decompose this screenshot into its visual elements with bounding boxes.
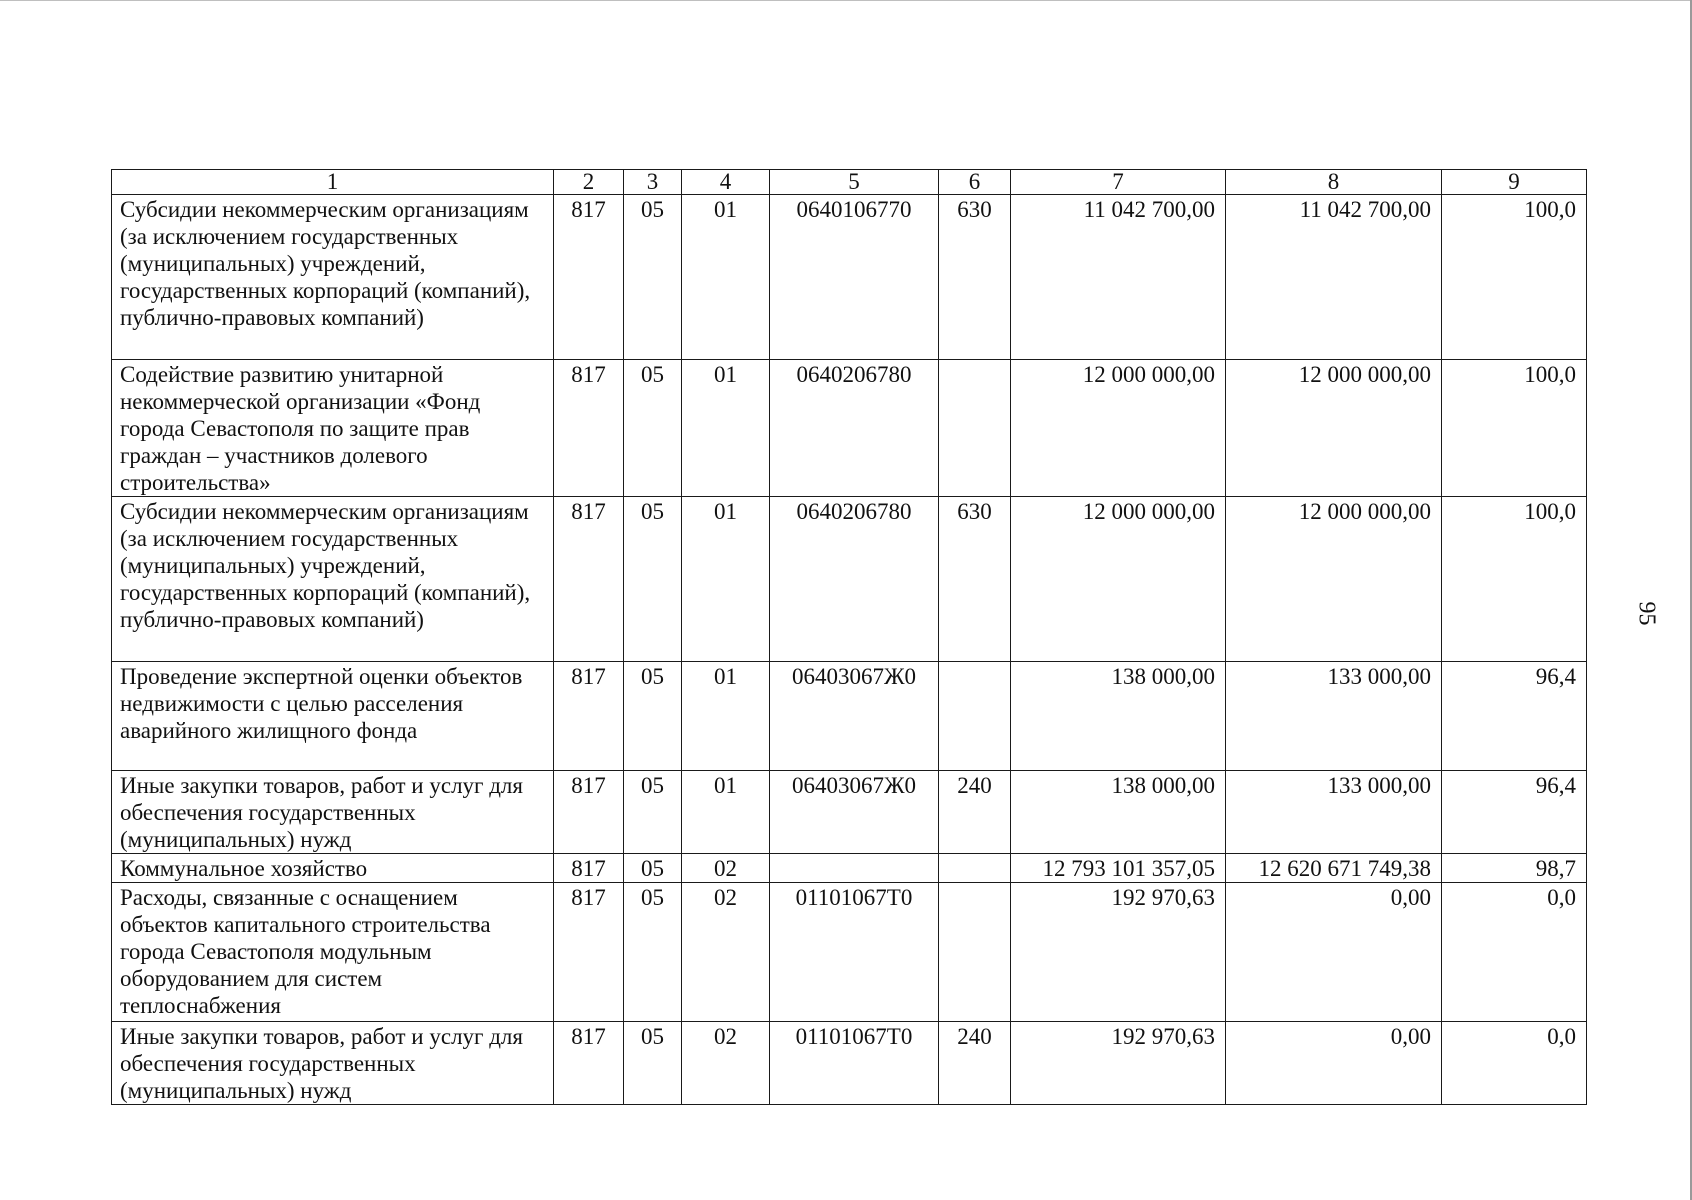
row-name: Проведение экспертной оценки объектов недвижимости с целью расселения аварийного жилищного фонда (112, 662, 554, 771)
row-name: Субсидии некоммерческим организациям (за исключением государственных (муниципальных) учреждений, государственных корпораций (компаний), публично-правовых компаний) (112, 195, 554, 360)
row-planned-amount: 11 042 700,00 (1011, 195, 1226, 360)
row-target-article: 01101067Т0 (770, 1022, 939, 1105)
table-row (112, 1022, 1587, 1105)
scan-edge-top (0, 0, 1692, 1)
row-planned-amount: 192 970,63 (1011, 883, 1226, 1022)
row-planned-amount: 138 000,00 (1011, 771, 1226, 854)
row-ministry-code: 817 (554, 883, 624, 1022)
row-target-article: 0640206780 (770, 497, 939, 662)
row-percent: 98,7 (1442, 854, 1587, 883)
row-ministry-code: 817 (554, 662, 624, 771)
table-row (112, 662, 1587, 771)
row-actual-amount: 133 000,00 (1226, 662, 1442, 771)
row-section-code: 05 (624, 883, 682, 1022)
row-subsection-code: 01 (682, 360, 770, 497)
row-ministry-code: 817 (554, 360, 624, 497)
row-section-code: 05 (624, 497, 682, 662)
row-planned-amount: 12 000 000,00 (1011, 497, 1226, 662)
row-percent: 100,0 (1442, 497, 1587, 662)
table-row (112, 195, 1587, 360)
row-name: Содействие развитию унитарной некоммерческой организации «Фонд города Севастополя по защите прав граждан – участников долевого строительства» (112, 360, 554, 497)
row-actual-amount: 11 042 700,00 (1226, 195, 1442, 360)
row-name: Иные закупки товаров, работ и услуг для обеспечения государственных (муниципальных) нужд (112, 1022, 554, 1105)
row-actual-amount: 133 000,00 (1226, 771, 1442, 854)
row-planned-amount: 12 000 000,00 (1011, 360, 1226, 497)
row-expense-type (939, 662, 1011, 771)
budget-table (111, 169, 1587, 1105)
row-name: Субсидии некоммерческим организациям (за исключением государственных (муниципальных) учреждений, государственных корпораций (компаний), публично-правовых компаний) (112, 497, 554, 662)
row-section-code: 05 (624, 771, 682, 854)
row-target-article: 0640106770 (770, 195, 939, 360)
row-planned-amount: 12 793 101 357,05 (1011, 854, 1226, 883)
table-row (112, 883, 1587, 1022)
row-target-article: 06403067Ж0 (770, 662, 939, 771)
header-cell: 5 (770, 170, 939, 195)
header-cell: 1 (112, 170, 554, 195)
table-row (112, 771, 1587, 854)
row-expense-type (939, 883, 1011, 1022)
row-percent: 100,0 (1442, 195, 1587, 360)
table-row (112, 360, 1587, 497)
header-row (112, 170, 1587, 195)
row-subsection-code: 01 (682, 771, 770, 854)
row-ministry-code: 817 (554, 771, 624, 854)
row-expense-type: 240 (939, 1022, 1011, 1105)
row-actual-amount: 12 620 671 749,38 (1226, 854, 1442, 883)
row-percent: 0,0 (1442, 1022, 1587, 1105)
page-number: 95 (1633, 601, 1660, 626)
row-name: Коммунальное хозяйство (112, 854, 554, 883)
header-cell: 4 (682, 170, 770, 195)
row-target-article: 0640206780 (770, 360, 939, 497)
row-name: Расходы, связанные с оснащением объектов капитального строительства города Севастополя модульным оборудованием для систем теплоснабжения (112, 883, 554, 1022)
row-section-code: 05 (624, 195, 682, 360)
row-name: Иные закупки товаров, работ и услуг для обеспечения государственных (муниципальных) нужд (112, 771, 554, 854)
row-ministry-code: 817 (554, 497, 624, 662)
row-subsection-code: 01 (682, 662, 770, 771)
header-cell: 7 (1011, 170, 1226, 195)
row-expense-type: 630 (939, 195, 1011, 360)
row-expense-type (939, 360, 1011, 497)
row-percent: 100,0 (1442, 360, 1587, 497)
row-target-article (770, 854, 939, 883)
row-ministry-code: 817 (554, 1022, 624, 1105)
row-ministry-code: 817 (554, 854, 624, 883)
header-cell: 9 (1442, 170, 1587, 195)
row-ministry-code: 817 (554, 195, 624, 360)
row-planned-amount: 138 000,00 (1011, 662, 1226, 771)
header-cell: 8 (1226, 170, 1442, 195)
row-section-code: 05 (624, 854, 682, 883)
row-percent: 96,4 (1442, 771, 1587, 854)
row-expense-type: 630 (939, 497, 1011, 662)
row-subsection-code: 02 (682, 854, 770, 883)
row-expense-type: 240 (939, 771, 1011, 854)
row-actual-amount: 0,00 (1226, 1022, 1442, 1105)
row-actual-amount: 12 000 000,00 (1226, 360, 1442, 497)
row-target-article: 06403067Ж0 (770, 771, 939, 854)
row-actual-amount: 0,00 (1226, 883, 1442, 1022)
row-section-code: 05 (624, 360, 682, 497)
row-subsection-code: 01 (682, 195, 770, 360)
row-expense-type (939, 854, 1011, 883)
row-percent: 0,0 (1442, 883, 1587, 1022)
table-row (112, 854, 1587, 883)
row-planned-amount: 192 970,63 (1011, 1022, 1226, 1105)
header-cell: 2 (554, 170, 624, 195)
row-section-code: 05 (624, 1022, 682, 1105)
row-percent: 96,4 (1442, 662, 1587, 771)
row-subsection-code: 01 (682, 497, 770, 662)
table-row (112, 497, 1587, 662)
row-actual-amount: 12 000 000,00 (1226, 497, 1442, 662)
row-subsection-code: 02 (682, 883, 770, 1022)
header-cell: 6 (939, 170, 1011, 195)
row-section-code: 05 (624, 662, 682, 771)
header-cell: 3 (624, 170, 682, 195)
row-subsection-code: 02 (682, 1022, 770, 1105)
row-target-article: 01101067Т0 (770, 883, 939, 1022)
